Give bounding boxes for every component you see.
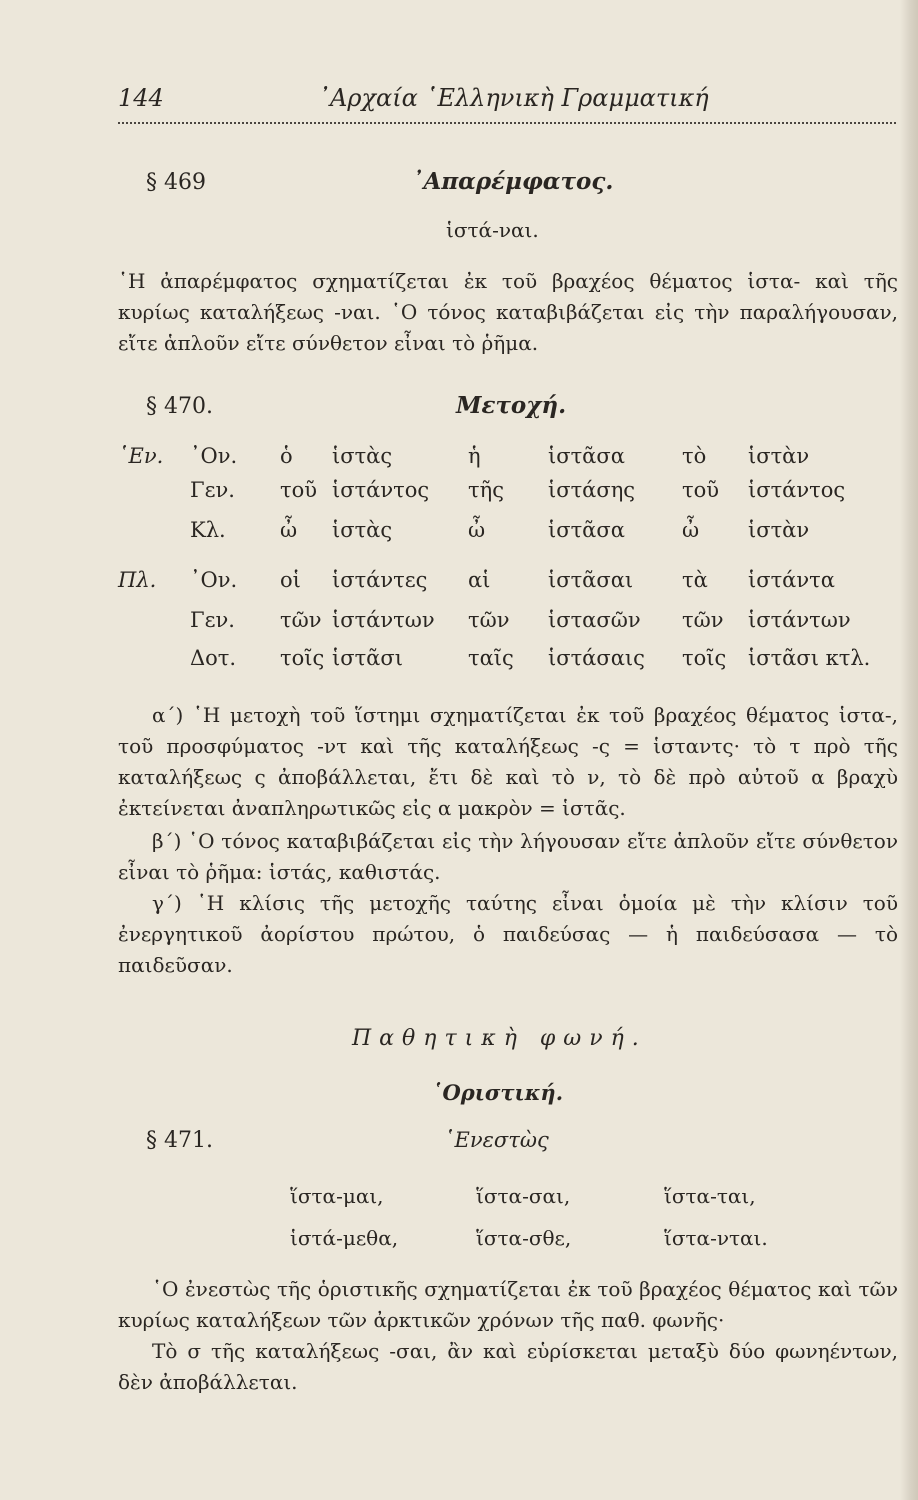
note-b: β΄) ῾Ο τόνος καταβιβάζεται εἰς τὴν λήγουσαν εἴτε ἁπλοῦν εἴτε σύνθετον εἶναι τὸ ῥῆμα: ἱστάς, καθιστάς. bbox=[118, 829, 898, 884]
note-a: α΄) ῾Η μετοχὴ τοῦ ἵστημι σχηματίζεται ἐκ τοῦ βραχέος θέματος ἱστα-, τοῦ προσφύματος -ντ καὶ τῆς καταλήξεως -ς = ἱσταντς· τὸ τ πρὸ τῆς καταλήξεως ς ἀποβάλλεται, ἔτι δὲ καὶ τὸ ν, τὸ δὲ πρὸ αὐτοῦ α βραχὺ ἐκτείνεται ἀναπληρωτικῶς εἰς α μακρὸν = ἱστᾶς. bbox=[118, 703, 898, 820]
form-fem: ἱστᾶσα bbox=[548, 444, 625, 468]
form-masc: ἱστάντων bbox=[332, 608, 435, 632]
form-fem: ἱστασῶν bbox=[548, 608, 641, 632]
number-label: Πλ. bbox=[118, 568, 157, 592]
section-471-number: § 471. bbox=[146, 1128, 213, 1153]
table-row bbox=[0, 568, 918, 602]
form-neut: ἱστάντων bbox=[748, 608, 851, 632]
form-masc: ἱστᾶσι bbox=[332, 646, 403, 670]
form-neut: ἱστᾶσι κτλ. bbox=[748, 646, 871, 670]
section-469-title: ᾿Απαρέμφατος. bbox=[412, 168, 614, 195]
form-3sg: ἵστα-ται, bbox=[664, 1184, 756, 1208]
section-469-text: ῾Η ἀπαρέμφατος σχηματίζεται ἐκ τοῦ βραχέος θέματος ἱστα- καὶ τῆς κυρίως καταλήξεως -ναι. ῾Ο τόνος καταβιβάζεται εἰς τὴν παραλήγουσαν, εἴτε ἁπλοῦν εἴτε σύνθετον εἶναι τὸ ῥῆμα. bbox=[118, 269, 898, 355]
table-row bbox=[0, 444, 918, 478]
case-label: ᾿Ον. bbox=[190, 444, 238, 468]
table-row bbox=[0, 608, 918, 642]
form-neut: ἱστὰν bbox=[748, 518, 810, 542]
article-fem: ὦ bbox=[468, 518, 486, 542]
running-title: ᾿Αρχαία ῾Ελληνικὴ Γραμματική bbox=[318, 84, 709, 112]
form-fem: ἱστάσης bbox=[548, 478, 636, 502]
article-neut: τὰ bbox=[682, 568, 708, 592]
article-fem: ταῖς bbox=[468, 646, 514, 670]
form-2pl: ἵστα-σθε, bbox=[476, 1226, 572, 1250]
article-neut: τοῖς bbox=[682, 646, 727, 670]
form-neut: ἱστάντος bbox=[748, 478, 846, 502]
case-label: Γεν. bbox=[190, 478, 235, 502]
article-fem: ἡ bbox=[468, 444, 481, 468]
section-471-text-1: ῾Ο ἐνεστὼς τῆς ὁριστικῆς σχηματίζεται ἐκ τοῦ βραχέος θέματος καὶ τῶν κυρίως καταλήξεων τῶν ἀρκτικῶν χρόνων τῆς παθ. φωνῆς· bbox=[118, 1277, 898, 1332]
article-fem: αἱ bbox=[468, 568, 491, 592]
note-c: γ΄) ῾Η κλίσις τῆς μετοχῆς ταύτης εἶναι ὁμοία μὲ τὴν κλίσιν τοῦ ἐνεργητικοῦ ἀορίστου πρώτου, ὁ παιδεύσας — ἡ παιδεύσασα — τὸ παιδεῦσαν. bbox=[118, 891, 898, 977]
page-number: 144 bbox=[118, 84, 164, 112]
form-1sg: ἵστα-μαι, bbox=[290, 1184, 384, 1208]
form-masc: ἱστάντος bbox=[332, 478, 430, 502]
form-fem: ἱστάσαις bbox=[548, 646, 645, 670]
table-row bbox=[0, 646, 918, 680]
article-masc: οἱ bbox=[280, 568, 301, 592]
form-masc: ἱστάντες bbox=[332, 568, 428, 592]
article-fem: τῶν bbox=[468, 608, 510, 632]
form-2sg: ἵστα-σαι, bbox=[476, 1184, 571, 1208]
indicative-heading: ῾Οριστική. bbox=[432, 1080, 564, 1105]
page-edge-shadow bbox=[900, 0, 918, 1500]
section-470-title: Μετοχή. bbox=[456, 392, 567, 419]
section-471-text-2: Τὸ σ τῆς καταλήξεως -σαι, ἂν καὶ εὑρίσκεται μεταξὺ δύο φωνηέντων, δὲν ἀποβάλλεται. bbox=[118, 1339, 898, 1394]
article-masc: τῶν bbox=[280, 608, 322, 632]
form-neut: ἱστὰν bbox=[748, 444, 810, 468]
form-masc: ἱστὰς bbox=[332, 444, 393, 468]
section-469-number: § 469 bbox=[146, 170, 206, 195]
infinitive-form: ἱστά-ναι. bbox=[446, 218, 539, 242]
passive-voice-heading: Παθητικὴ φωνή. bbox=[352, 1026, 647, 1051]
table-row bbox=[0, 478, 918, 512]
present-tense-heading: ῾Ενεστὼς bbox=[444, 1128, 549, 1152]
form-masc: ἱστὰς bbox=[332, 518, 393, 542]
article-neut: ὦ bbox=[682, 518, 700, 542]
article-masc: τοῦ bbox=[280, 478, 318, 502]
article-neut: τοῦ bbox=[682, 478, 720, 502]
section-470-number: § 470. bbox=[146, 394, 213, 419]
form-3pl: ἵστα-νται. bbox=[664, 1226, 768, 1250]
article-masc: τοῖς bbox=[280, 646, 325, 670]
article-neut: τὸ bbox=[682, 444, 707, 468]
case-label: Δοτ. bbox=[190, 646, 237, 670]
article-neut: τῶν bbox=[682, 608, 724, 632]
number-label: ῾Εν. bbox=[118, 444, 164, 468]
table-row bbox=[0, 518, 918, 552]
header-rule bbox=[118, 122, 896, 124]
form-1pl: ἱστά-μεθα, bbox=[290, 1226, 399, 1250]
form-fem: ἱστᾶσα bbox=[548, 518, 625, 542]
case-label: Κλ. bbox=[190, 518, 226, 542]
case-label: ᾿Ον. bbox=[190, 568, 238, 592]
form-neut: ἱστάντα bbox=[748, 568, 835, 592]
case-label: Γεν. bbox=[190, 608, 235, 632]
article-masc: ὦ bbox=[280, 518, 298, 542]
article-masc: ὁ bbox=[280, 444, 293, 468]
form-fem: ἱστᾶσαι bbox=[548, 568, 634, 592]
article-fem: τῆς bbox=[468, 478, 504, 502]
